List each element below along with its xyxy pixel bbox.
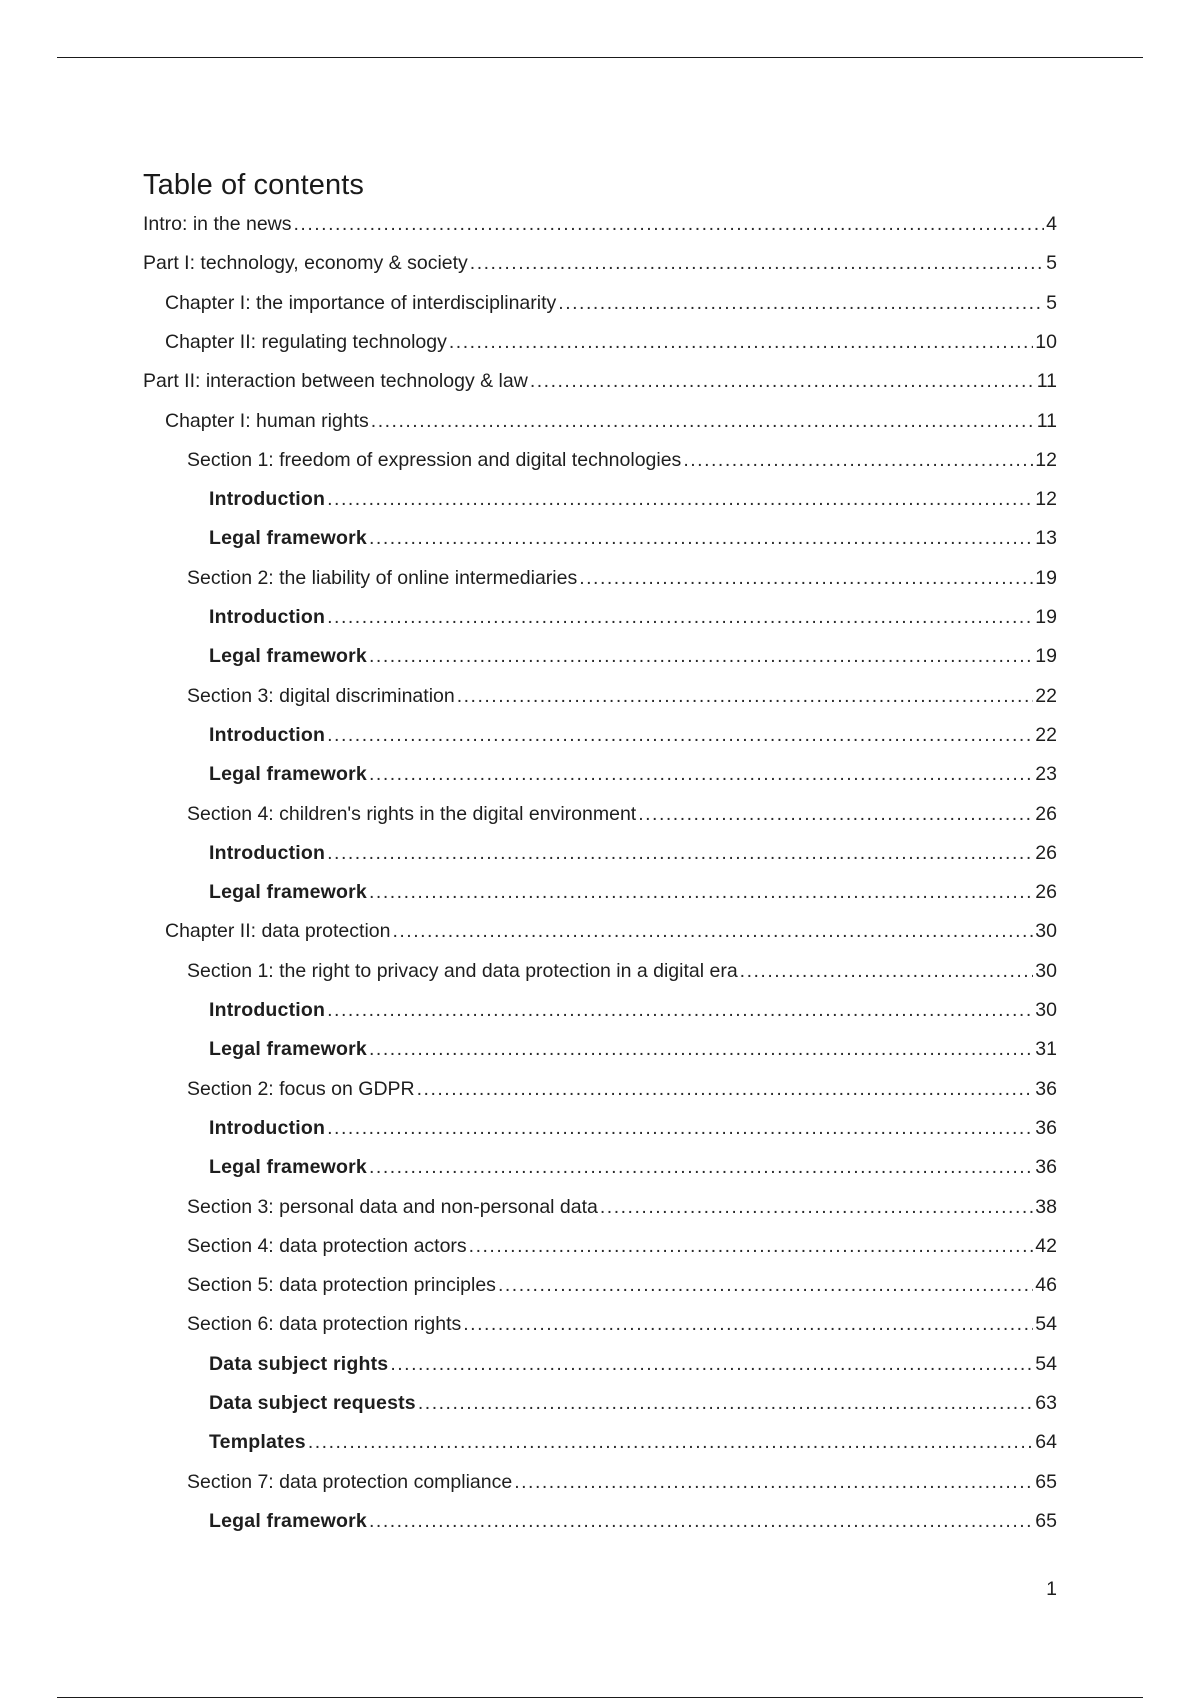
toc-entry-page: 30 xyxy=(1035,999,1057,1021)
toc-entry-label: Data subject requests xyxy=(209,1392,416,1414)
toc-entry-label: Section 1: the right to privacy and data protection in a digital era xyxy=(187,959,738,982)
toc-entry-page: 26 xyxy=(1035,881,1057,904)
toc-entry[interactable] xyxy=(143,406,1057,436)
toc-entry-page: 12 xyxy=(1035,488,1057,511)
dot-leader xyxy=(327,602,1033,632)
toc-entry-page: 36 xyxy=(1035,1156,1057,1179)
footer-rule xyxy=(57,1697,1143,1698)
toc-entry-page: 11 xyxy=(1036,370,1057,393)
toc-entry[interactable] xyxy=(143,1074,1057,1104)
toc-entry-label: Section 3: personal data and non-personal data xyxy=(187,1195,598,1218)
toc-entry-label: Introduction xyxy=(209,841,326,864)
toc-entry-label: Data subject rights xyxy=(209,1352,389,1375)
toc-entry-label: Chapter II: regulating technology xyxy=(165,330,447,353)
toc-entry-page: 63 xyxy=(1035,1392,1057,1414)
dot-leader xyxy=(369,1034,1033,1064)
toc-entry-page: 13 xyxy=(1035,527,1057,550)
toc-entry-page: 11 xyxy=(1036,409,1057,432)
toc-entry[interactable] xyxy=(143,838,1057,868)
toc-entry-page: 65 xyxy=(1035,1470,1057,1493)
toc-entry-page: 26 xyxy=(1035,802,1057,825)
dot-leader xyxy=(327,484,1033,514)
toc-entry[interactable] xyxy=(143,1388,1057,1418)
toc-entry[interactable] xyxy=(143,1427,1057,1457)
toc-entry-label: Legal framework xyxy=(209,527,367,550)
toc-entry[interactable] xyxy=(143,288,1057,318)
toc-entry-page: 36 xyxy=(1035,1116,1057,1139)
dot-leader xyxy=(558,288,1044,318)
page-title: Table of contents xyxy=(143,169,364,201)
toc-entry-label: Templates xyxy=(209,1431,306,1454)
toc-entry-page: 31 xyxy=(1035,1038,1057,1061)
toc-entry-label: Chapter II: data protection xyxy=(165,920,391,943)
toc-entry-label: Section 2: the liability of online intermediaries xyxy=(187,566,578,589)
toc-entry-label: Section 4: children's rights in the digital environment xyxy=(187,802,637,825)
toc-entry[interactable] xyxy=(143,916,1057,946)
toc-entry[interactable] xyxy=(143,327,1057,357)
toc-entry-label: Intro: in the news xyxy=(143,213,292,235)
toc-entry-label: Part II: interaction between technology & law xyxy=(143,370,528,393)
toc-entry[interactable] xyxy=(143,720,1057,750)
dot-leader xyxy=(308,1427,1033,1457)
header-rule xyxy=(57,57,1143,58)
toc-entry-label: Introduction xyxy=(209,606,326,628)
toc-entry-label: Section 7: data protection compliance xyxy=(187,1470,513,1493)
toc-entry[interactable] xyxy=(143,1152,1057,1182)
toc-entry[interactable] xyxy=(143,484,1057,514)
dot-leader xyxy=(390,1349,1033,1379)
toc-entry[interactable] xyxy=(143,1309,1057,1339)
dot-leader xyxy=(638,799,1033,829)
dot-leader xyxy=(327,838,1033,868)
toc-entry[interactable] xyxy=(143,563,1057,593)
toc-entry-label: Legal framework xyxy=(209,1038,367,1061)
toc-entry[interactable] xyxy=(143,956,1057,986)
page-number: 1 xyxy=(1046,1578,1057,1600)
toc-entry[interactable] xyxy=(143,602,1057,632)
dot-leader xyxy=(369,877,1033,907)
toc-entry[interactable] xyxy=(143,445,1057,475)
toc-entry-label: Legal framework xyxy=(209,763,367,786)
toc-entry-label: Introduction xyxy=(209,488,326,511)
toc-entry-page: 46 xyxy=(1035,1274,1057,1297)
dot-leader xyxy=(369,759,1033,789)
toc-entry[interactable] xyxy=(143,248,1057,278)
toc-entry-label: Introduction xyxy=(209,723,326,746)
toc-entry-page: 5 xyxy=(1046,252,1057,275)
dot-leader xyxy=(369,1506,1033,1536)
dot-leader xyxy=(418,1388,1033,1418)
toc-entry-page: 30 xyxy=(1035,920,1057,943)
toc-entry-label: Section 1: freedom of expression and digital technologies xyxy=(187,448,682,471)
toc-entry-page: 54 xyxy=(1035,1313,1057,1336)
dot-leader xyxy=(463,1309,1033,1339)
dot-leader xyxy=(498,1270,1033,1300)
toc-entry-page: 64 xyxy=(1035,1431,1057,1454)
toc-entry[interactable] xyxy=(143,1192,1057,1222)
dot-leader xyxy=(530,366,1035,396)
toc-entry-page: 22 xyxy=(1035,723,1057,746)
toc-entry-label: Introduction xyxy=(209,999,326,1021)
toc-entry-label: Chapter I: the importance of interdisciplinarity xyxy=(165,291,557,314)
dot-leader xyxy=(470,248,1044,278)
toc-entry[interactable] xyxy=(143,1270,1057,1300)
dot-leader xyxy=(369,641,1033,671)
toc-entry[interactable] xyxy=(143,641,1057,671)
toc-entry[interactable] xyxy=(143,681,1057,711)
toc-entry[interactable] xyxy=(143,1034,1057,1064)
toc-entry-label: Legal framework xyxy=(209,645,367,668)
toc-entry-label: Introduction xyxy=(209,1116,326,1139)
toc-entry-label: Section 3: digital discrimination xyxy=(187,684,455,707)
toc-entry[interactable] xyxy=(143,523,1057,553)
dot-leader xyxy=(514,1467,1033,1497)
dot-leader xyxy=(369,1152,1033,1182)
dot-leader xyxy=(294,209,1045,239)
dot-leader xyxy=(327,1113,1033,1143)
toc-entry-page: 23 xyxy=(1035,763,1057,786)
toc-entry[interactable] xyxy=(143,1349,1057,1379)
toc-entry[interactable] xyxy=(143,1231,1057,1261)
toc-entry[interactable] xyxy=(143,799,1057,829)
toc-entry-label: Section 6: data protection rights xyxy=(187,1313,462,1336)
toc-entry-page: 19 xyxy=(1035,645,1057,668)
toc-entry[interactable] xyxy=(143,1467,1057,1497)
toc-entry[interactable] xyxy=(143,366,1057,396)
toc-entry[interactable] xyxy=(143,877,1057,907)
toc-entry[interactable] xyxy=(143,759,1057,789)
dot-leader xyxy=(469,1231,1034,1261)
dot-leader xyxy=(369,523,1033,553)
toc-entry[interactable] xyxy=(143,209,1057,239)
dot-leader xyxy=(371,406,1035,436)
toc-entry-page: 54 xyxy=(1035,1352,1057,1375)
toc-entry-label: Legal framework xyxy=(209,1509,367,1532)
dot-leader xyxy=(417,1074,1034,1104)
toc-entry[interactable] xyxy=(143,995,1057,1025)
toc-entry-label: Legal framework xyxy=(209,881,367,904)
toc-entry-page: 30 xyxy=(1035,959,1057,982)
toc-entry-label: Chapter I: human rights xyxy=(165,409,369,432)
toc-entry-label: Legal framework xyxy=(209,1156,367,1179)
toc-entry-page: 42 xyxy=(1035,1234,1057,1257)
toc-entry-page: 22 xyxy=(1035,684,1057,707)
toc-entry-page: 19 xyxy=(1035,606,1057,628)
dot-leader xyxy=(683,445,1033,475)
dot-leader xyxy=(327,995,1033,1025)
toc-entry-label: Section 2: focus on GDPR xyxy=(187,1077,415,1100)
dot-leader xyxy=(740,956,1034,986)
toc-entry-label: Section 5: data protection principles xyxy=(187,1274,496,1297)
dot-leader xyxy=(457,681,1034,711)
toc-entry-page: 65 xyxy=(1035,1509,1057,1532)
toc-entry-page: 19 xyxy=(1035,566,1057,589)
toc-entry-page: 10 xyxy=(1035,330,1057,353)
toc-entry-label: Part I: technology, economy & society xyxy=(143,252,468,275)
toc-entry-page: 12 xyxy=(1035,448,1057,471)
toc-entry[interactable] xyxy=(143,1113,1057,1143)
toc-entry-label: Section 4: data protection actors xyxy=(187,1234,467,1257)
toc-entry[interactable] xyxy=(143,1506,1057,1536)
toc-entry-page: 36 xyxy=(1035,1077,1057,1100)
toc-entry-page: 5 xyxy=(1046,291,1057,314)
dot-leader xyxy=(327,720,1033,750)
toc-entry-page: 4 xyxy=(1046,213,1057,235)
dot-leader xyxy=(449,327,1033,357)
dot-leader xyxy=(600,1192,1033,1222)
toc-entry-page: 26 xyxy=(1035,841,1057,864)
dot-leader xyxy=(392,916,1033,946)
toc-entry-page: 38 xyxy=(1035,1195,1057,1218)
dot-leader xyxy=(579,563,1033,593)
